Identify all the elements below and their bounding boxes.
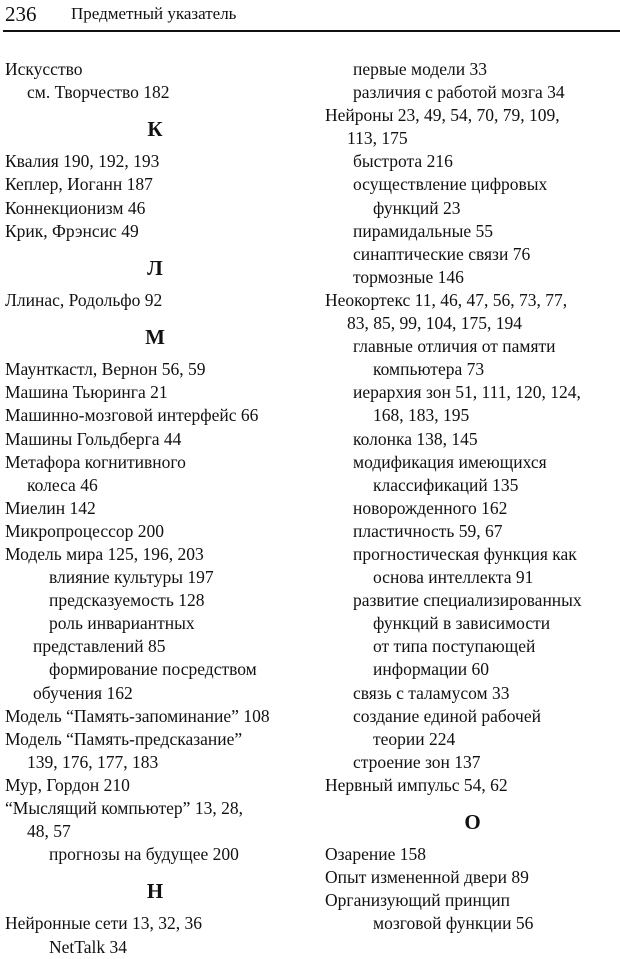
index-entry: создание единой рабочей: [353, 705, 541, 726]
index-entry: теории 224: [373, 728, 456, 749]
index-entry: первые модели 33: [353, 59, 488, 79]
index-entry: пластичность 59, 67: [353, 520, 503, 541]
index-entry: модификация имеющихся: [353, 451, 547, 472]
index-entry: Машинно-мозговой интерфейс 66: [5, 405, 259, 426]
index-entry: Неокортекс 11, 46, 47, 56, 73, 77,: [325, 289, 568, 310]
index-entry: прогнозы на будущее 200: [49, 844, 239, 865]
index-entry: прогностическая функция как: [353, 543, 577, 564]
index-entry: информации 60: [373, 659, 489, 680]
index-entry: 83, 85, 99, 104, 175, 194: [347, 313, 522, 334]
index-entry: Крик, Фрэнсис 49: [5, 220, 139, 241]
index-entry: Опыт измененной двери 89: [325, 867, 529, 888]
index-entry: Коннекционизм 46: [5, 197, 146, 218]
index-entry: новорожденного 162: [353, 497, 508, 518]
index-entry: Метафора когнитивного: [5, 451, 186, 472]
index-column-left: [5, 58, 305, 959]
index-entry: Машины Гольдберга 44: [5, 428, 182, 449]
index-entry: пирамидальные 55: [353, 220, 493, 241]
index-entry: влияние культуры 197: [49, 567, 214, 588]
index-entry: Кеплер, Иоганн 187: [5, 174, 153, 195]
index-entry: колонка 138, 145: [353, 428, 478, 449]
index-entry: роль инвариантных: [49, 613, 195, 634]
index-entry: Миелин 142: [5, 497, 96, 518]
index-entry: Нейронные сети 13, 32, 36: [5, 913, 203, 934]
running-header: [3, 0, 620, 32]
index-column-right: [325, 58, 620, 936]
index-entry: 139, 176, 177, 183: [27, 751, 159, 772]
index-entry: синаптические связи 76: [353, 243, 531, 264]
index-entry: быстрота 216: [353, 151, 453, 172]
index-entry: Модель мира 125, 196, 203: [5, 543, 204, 564]
index-entry: мозговой функции 56: [373, 913, 534, 934]
index-entry: предсказуемость 128: [49, 590, 205, 611]
index-entry: Модель “Память-предсказание”: [5, 728, 243, 749]
section-letter: О: [464, 810, 481, 834]
index-entry: представлений 85: [33, 636, 166, 657]
index-entry: Микропроцессор 200: [5, 520, 165, 541]
index-entry: Квалия 190, 192, 193: [5, 151, 160, 172]
section-letter: М: [145, 325, 165, 350]
index-entry: осуществление цифровых: [353, 174, 548, 195]
section-letter: Н: [146, 879, 164, 904]
index-entry: тормозные 146: [353, 266, 464, 287]
index-entry: иерархия зон 51, 111, 120, 124,: [353, 382, 581, 403]
index-entry: функций 23: [373, 197, 461, 218]
index-entry: основа интеллекта 91: [373, 567, 534, 588]
index-entry: компьютера 73: [373, 359, 485, 380]
index-entry: колеса 46: [27, 474, 98, 495]
index-entry: Модель “Память-запоминание” 108: [5, 705, 270, 726]
index-entry: развитие специализированных: [353, 590, 582, 611]
index-entry: Искусство: [5, 59, 83, 79]
page-number: 236: [5, 2, 37, 26]
index-entry: 113, 175: [347, 128, 408, 149]
index-entry: обучения 162: [33, 682, 133, 703]
index-entry: Нейроны 23, 49, 54, 70, 79, 109,: [325, 105, 560, 126]
section-letter: Л: [147, 255, 163, 280]
index-entry: Машина Тьюринга 21: [5, 382, 168, 403]
index-entry: классификаций 135: [373, 474, 519, 495]
index-entry: Маунткастл, Вернон 56, 59: [5, 359, 206, 380]
index-entry: формирование посредством: [49, 659, 257, 680]
index-entry: NetTalk 34: [49, 936, 127, 957]
index-entry: различия с работой мозга 34: [353, 82, 565, 103]
index-entry: Озарение 158: [325, 844, 426, 865]
index-entry: строение зон 137: [353, 751, 481, 772]
index-entry: “Мыслящий компьютер” 13, 28,: [5, 798, 243, 818]
index-entry: Организующий принцип: [325, 890, 510, 911]
running-title: Предметный указатель: [71, 4, 237, 23]
index-entry: Мур, Гордон 210: [5, 774, 130, 795]
index-entry: 48, 57: [27, 821, 71, 842]
index-entry: от типа поступающей: [373, 636, 536, 657]
index-entry: 168, 183, 195: [373, 405, 470, 426]
index-entry: Нервный импульс 54, 62: [325, 774, 508, 795]
index-entry: см. Творчество 182: [27, 82, 170, 103]
index-entry: функций в зависимости: [373, 613, 551, 634]
index-entry: главные отличия от памяти: [353, 336, 556, 357]
index-entry: связь с таламусом 33: [353, 682, 510, 703]
section-letter: К: [147, 117, 163, 142]
index-entry: Ллинас, Родольфо 92: [5, 289, 163, 310]
